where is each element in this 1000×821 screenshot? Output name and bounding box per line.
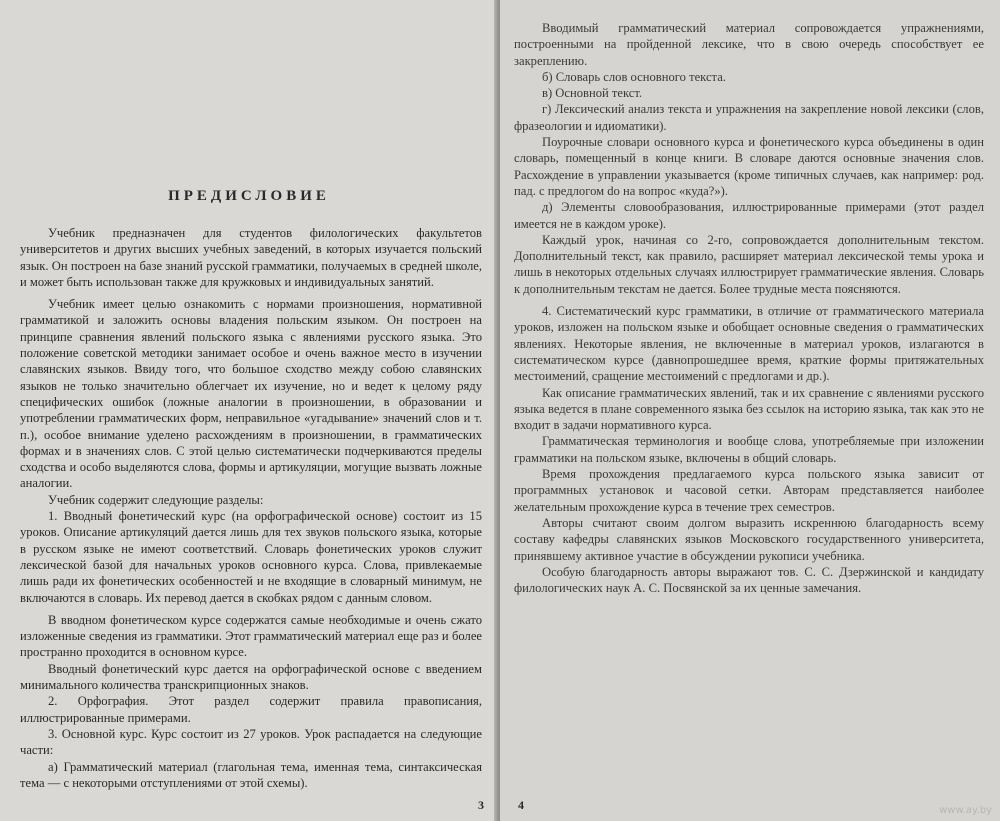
paragraph: б) Словарь слов основного текста. xyxy=(542,69,726,84)
paragraph: В вводном фонетическом курсе содержатся самые необходимые и очень сжато изложенные сведения из грамматики. Этот грамматический материал еще раз и более пространно проходится в основном курсе. xyxy=(20,612,482,660)
paragraph: Авторы считают своим долгом выразить искреннюю благодарность всему составу кафедры славянских языков Московского государственного университета, принявшему активное участие в обсуждении рукописи учебника. xyxy=(514,515,984,563)
page-number: 3 xyxy=(478,798,484,812)
paragraph: Грамматическая терминология и вообще слова, употребляемые при изложении грамматики на польском языке, включены в общий словарь. xyxy=(514,434,984,465)
page-number: 4 xyxy=(518,798,524,812)
paragraph: 1. Вводный фонетический курс (на орфографической основе) состоит из 15 уроков. Описание артикуляций дается лишь для тех звуков польского языка, которые в русском языке не имеют соответствий. Словарь фонетических уроков служит лексической базой для начальных уроков основного курса. Слова, привлекаемые лишь ради их фонетических особенностей и не входящие в словарный минимум, не включаются в словарь. Их перевод дается в скобках рядом с данным словом. xyxy=(20,509,482,605)
paragraph: 3. Основной курс. Курс состоит из 27 уроков. Урок распадается на следующие части: xyxy=(20,726,482,758)
right-page xyxy=(500,0,1000,821)
paragraph: Учебник предназначен для студентов филологических факультетов университетов и других высших учебных заведений, в которых изучается польский язык. Он построен на базе знаний русской грамматики, получаемых в средней школе, и может быть использован также для кружковых и индивидуальных занятий. xyxy=(20,226,482,289)
paragraph: 2. Орфография. Этот раздел содержит правила правописания, иллюстрированные примерами. xyxy=(20,694,482,725)
left-page-body xyxy=(20,225,482,791)
right-page-body xyxy=(514,20,984,596)
left-page xyxy=(0,0,498,821)
paragraph: Учебник содержит следующие разделы: xyxy=(48,492,264,507)
paragraph: Как описание грамматических явлений, так и их сравнение с явлениями русского языка ведется в плане современного языка без ссылок на историю языка, так как это не входит в задачи нормативного курса. xyxy=(514,385,984,433)
paragraph: Поурочные словари основного курса и фонетического курса объединены в один словарь, помещенный в конце книги. В словаре даются основные значения слов. Расхождение в управлении указывается (кроме типичных случаев, как например: род. пад. с предлогом do на вопрос «куда?»). xyxy=(514,135,984,198)
paragraph: Каждый урок, начиная со 2-го, сопровождается дополнительным текстом. Дополнительный текст, как правило, расширяет материал лексической темы урока и лишь в некоторых отдельных случаях иллюстрирует грамматические явления. Словарь к дополнительным текстам не дается. Более трудные места поясняются. xyxy=(514,232,984,296)
paragraph: Вводный фонетический курс дается на орфографической основе с введением минимального количества транскрипционных знаков. xyxy=(20,661,482,693)
paragraph: в) Основной текст. xyxy=(542,86,643,101)
paragraph: Вводимый грамматический материал сопровождается упражнениями, построенными на пройденной лексике, что в свою очередь способствует ее закреплению. xyxy=(514,21,984,68)
paragraph: г) Лексический анализ текста и упражнения на закрепление новой лексики (слов, фразеологии и идиоматики). xyxy=(514,102,984,133)
watermark: www.ay.by xyxy=(939,805,992,816)
paragraph: д) Элементы словообразования, иллюстрированные примерами (этот раздел имеется не в каждом уроке). xyxy=(514,200,984,231)
paragraph: Особую благодарность авторы выражают тов. С. С. Дзержинской и кандидату филологических наук А. С. Посвянской за их ценные замечания. xyxy=(514,564,984,596)
page-title: ПРЕДИСЛОВИЕ xyxy=(168,188,330,204)
paragraph: а) Грамматический материал (глагольная тема, именная тема, синтаксическая тема — с некоторыми отступлениями от этой схемы). xyxy=(20,759,482,790)
paragraph: 4. Систематический курс грамматики, в отличие от грамматического материала уроков, изложен на польском языке и обобщает основные сведения о грамматических явлениях. Некоторые явления, не включенные в материал уроков, излагаются в систематическом курсе (давнопрошедшее время, краткие формы притяжательных местоимений, сращение местоимений с предлогами и др.). xyxy=(514,304,984,384)
paragraph: Учебник имеет целью ознакомить с нормами произношения, нормативной грамматикой и заложить основы владения польским языком. Он построен на принципе сравнения явлений польского языка с явлениями русского языка. Это положение советской методики занимает особое и очень важное место в изучении славянских языков. Ввиду того, что большое сходство между собою славянских языков не только значительно облегчает их изучение, но и ведет к целому ряду специфических ошибок (ложные аналогии в произношении, в образовании и употреблении грамматических форм, неправильное «угадывание» значений слов и т. п.), особое внимание уделено расхождениям в произношении, в грамматических формах и в значениях слов. С этой целью систематически подчеркиваются пределы сходства и особо выделяются слова, формы и артикуляции, могущие вызвать ложные аналогии. xyxy=(20,297,482,491)
paragraph: Время прохождения предлагаемого курса польского языка зависит от программных установок и часовой сетки. Авторам представляется наиболее желательным прохождение курса в течение трех семестров. xyxy=(514,467,984,514)
